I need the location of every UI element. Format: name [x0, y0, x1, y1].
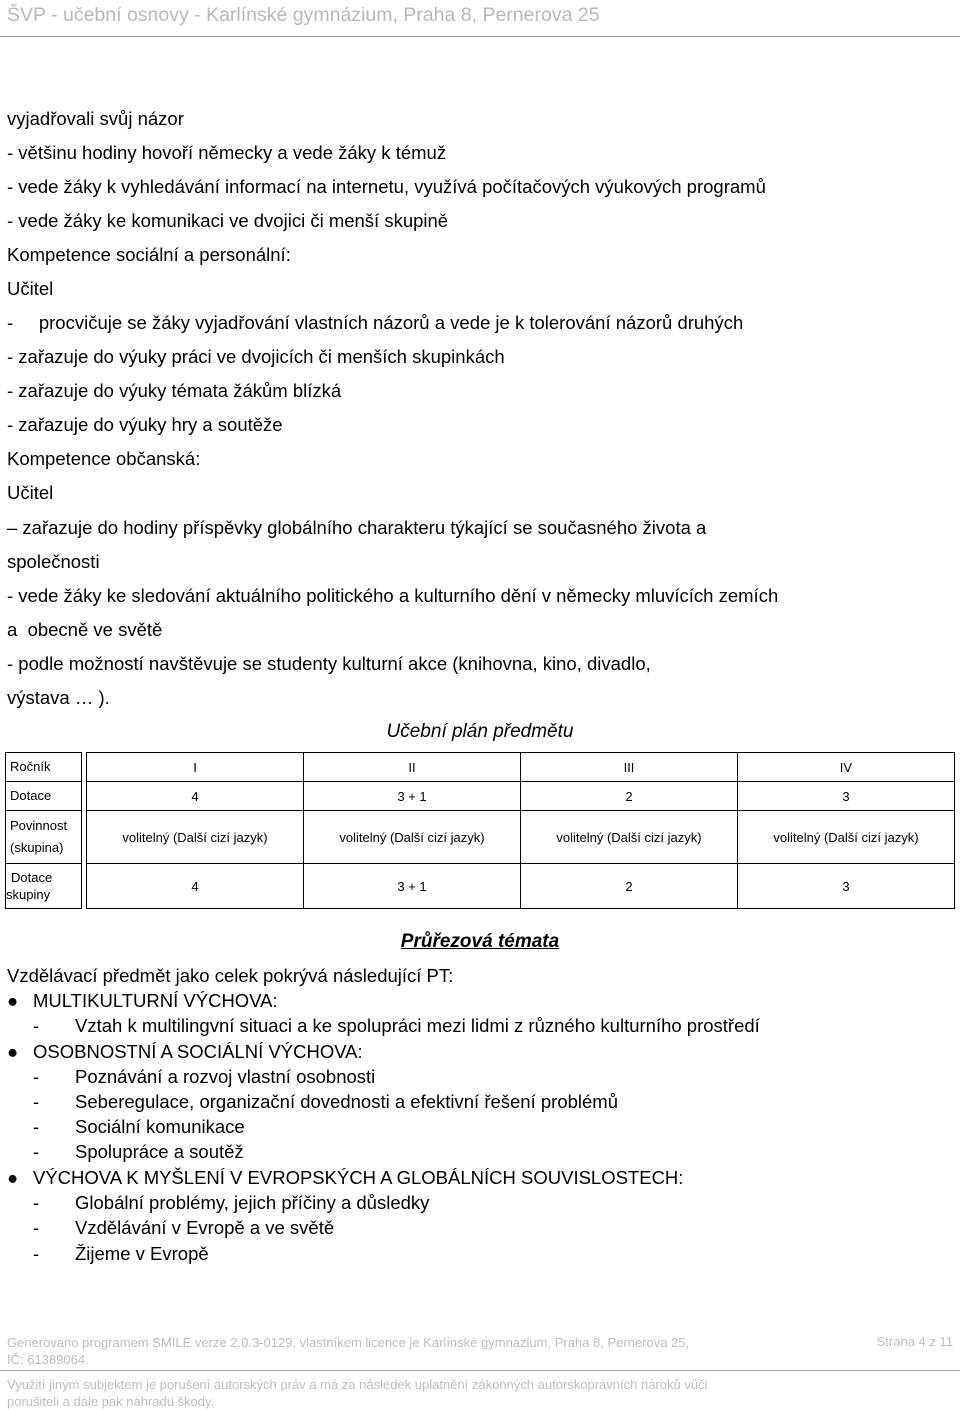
table-cell: volitelný (Další cizí jazyk) [738, 811, 955, 864]
table-cell: III [521, 753, 738, 782]
bullet-icon: ● [7, 1041, 19, 1062]
footer-copyright: Využití jiným subjektem je porušení autorských práv a má za následek uplatnění zákonných autorskoprávních nároků vůči [7, 1377, 708, 1392]
table-cell: II [304, 753, 521, 782]
table-row [6, 782, 955, 811]
plan-table [5, 752, 955, 909]
body-line: - zařazuje do výuky témata žákům blízká [7, 380, 342, 401]
body-line: a obecně ve světě [7, 619, 163, 640]
body-line: – zařazuje do hodiny příspěvky globálního charakteru týkající se současného života a [7, 517, 707, 538]
table-cell: I [87, 753, 304, 782]
table-cell: IV [738, 753, 955, 782]
table-cell: volitelný (Další cizí jazyk) [304, 811, 521, 864]
pt-group [7, 989, 278, 1013]
body-line: - podle možností navštěvuje se studenty kulturní akce (knihovna, kino, divadlo, [7, 653, 651, 674]
body-line: Učitel [7, 278, 54, 299]
body-line: - procvičuje se žáky vyjadřování vlastních názorů a vede je k tolerování názorů druhých [7, 312, 744, 333]
table-cell: 2 [521, 864, 738, 909]
table-row [6, 811, 955, 864]
footer-divider [0, 1370, 960, 1371]
section-heading: Kompetence občanská: [7, 448, 201, 469]
body-line: - vede žáky k vyhledávání informací na internetu, využívá počítačových výukových programů [7, 176, 766, 197]
pt-intro: Vzdělávací předmět jako celek pokrývá následující PT: [7, 965, 454, 986]
row-label: Dotace [6, 782, 82, 811]
footer-generated: Generováno programem SMILE verze 2.0.3-0129, vlastníkem licence je Karlínské gymnázium, Praha 8, Pernerova 25, [7, 1335, 690, 1350]
pt-group [7, 1166, 683, 1190]
table-row [6, 753, 955, 782]
row-label: Povinnost (skupina) [6, 811, 82, 864]
footer-generated-ic: IČ: 61389064. [7, 1352, 89, 1367]
page-header [0, 0, 960, 37]
bullet-icon: ● [7, 990, 19, 1011]
pt-group-title: MULTIKULTURNÍ VÝCHOVA: [33, 990, 278, 1011]
pt-group [7, 1040, 363, 1064]
page-number: Strana 4 z 11 [876, 1334, 953, 1349]
pt-group-title: OSOBNOSTNÍ A SOCIÁLNÍ VÝCHOVA: [33, 1041, 363, 1062]
table-row [6, 864, 955, 909]
table-cell: 3 + 1 [304, 782, 521, 811]
body-line: - vede žáky ke komunikaci ve dvojici či menší skupině [7, 210, 449, 231]
body-line: Učitel [7, 482, 54, 503]
table-cell: 3 [738, 864, 955, 909]
row-label: Dotace skupiny [6, 864, 82, 909]
table-cell: 3 [738, 782, 955, 811]
header-title: ŠVP - učební osnovy - Karlínské gymnázium, Praha 8, Pernerova 25 [7, 4, 600, 26]
table-cell: 4 [87, 782, 304, 811]
body-line: - zařazuje do výuky hry a soutěže [7, 414, 283, 435]
table-cell: volitelný (Další cizí jazyk) [87, 811, 304, 864]
body-line: společnosti [7, 551, 100, 572]
section-heading: Kompetence sociální a personální: [7, 244, 291, 265]
body-line: vyjadřovali svůj názor [7, 108, 184, 129]
table-cell: 3 + 1 [304, 864, 521, 909]
pt-title: Průřezová témata [400, 931, 560, 952]
body-line: výstava … ). [7, 687, 110, 708]
body-line: - zařazuje do výuky práci ve dvojicích či menších skupinkách [7, 346, 505, 367]
row-label: Ročník [6, 753, 82, 782]
table-cell: volitelný (Další cizí jazyk) [521, 811, 738, 864]
body-line: - většinu hodiny hovoří německy a vede žáky k témuž [7, 142, 447, 163]
table-cell: 2 [521, 782, 738, 811]
pt-group-title: VÝCHOVA K MYŠLENÍ V EVROPSKÝCH A GLOBÁLNÍCH SOUVISLOSTECH: [33, 1167, 684, 1188]
footer-copyright-2: porušiteli a dále pak náhradu škody. [7, 1394, 215, 1409]
bullet-icon: ● [7, 1167, 19, 1188]
table-cell: 4 [87, 864, 304, 909]
plan-title: Učební plán předmětu [386, 721, 574, 742]
body-line: - vede žáky ke sledování aktuálního politického a kulturního dění v německy mluvících zemích [7, 585, 779, 606]
